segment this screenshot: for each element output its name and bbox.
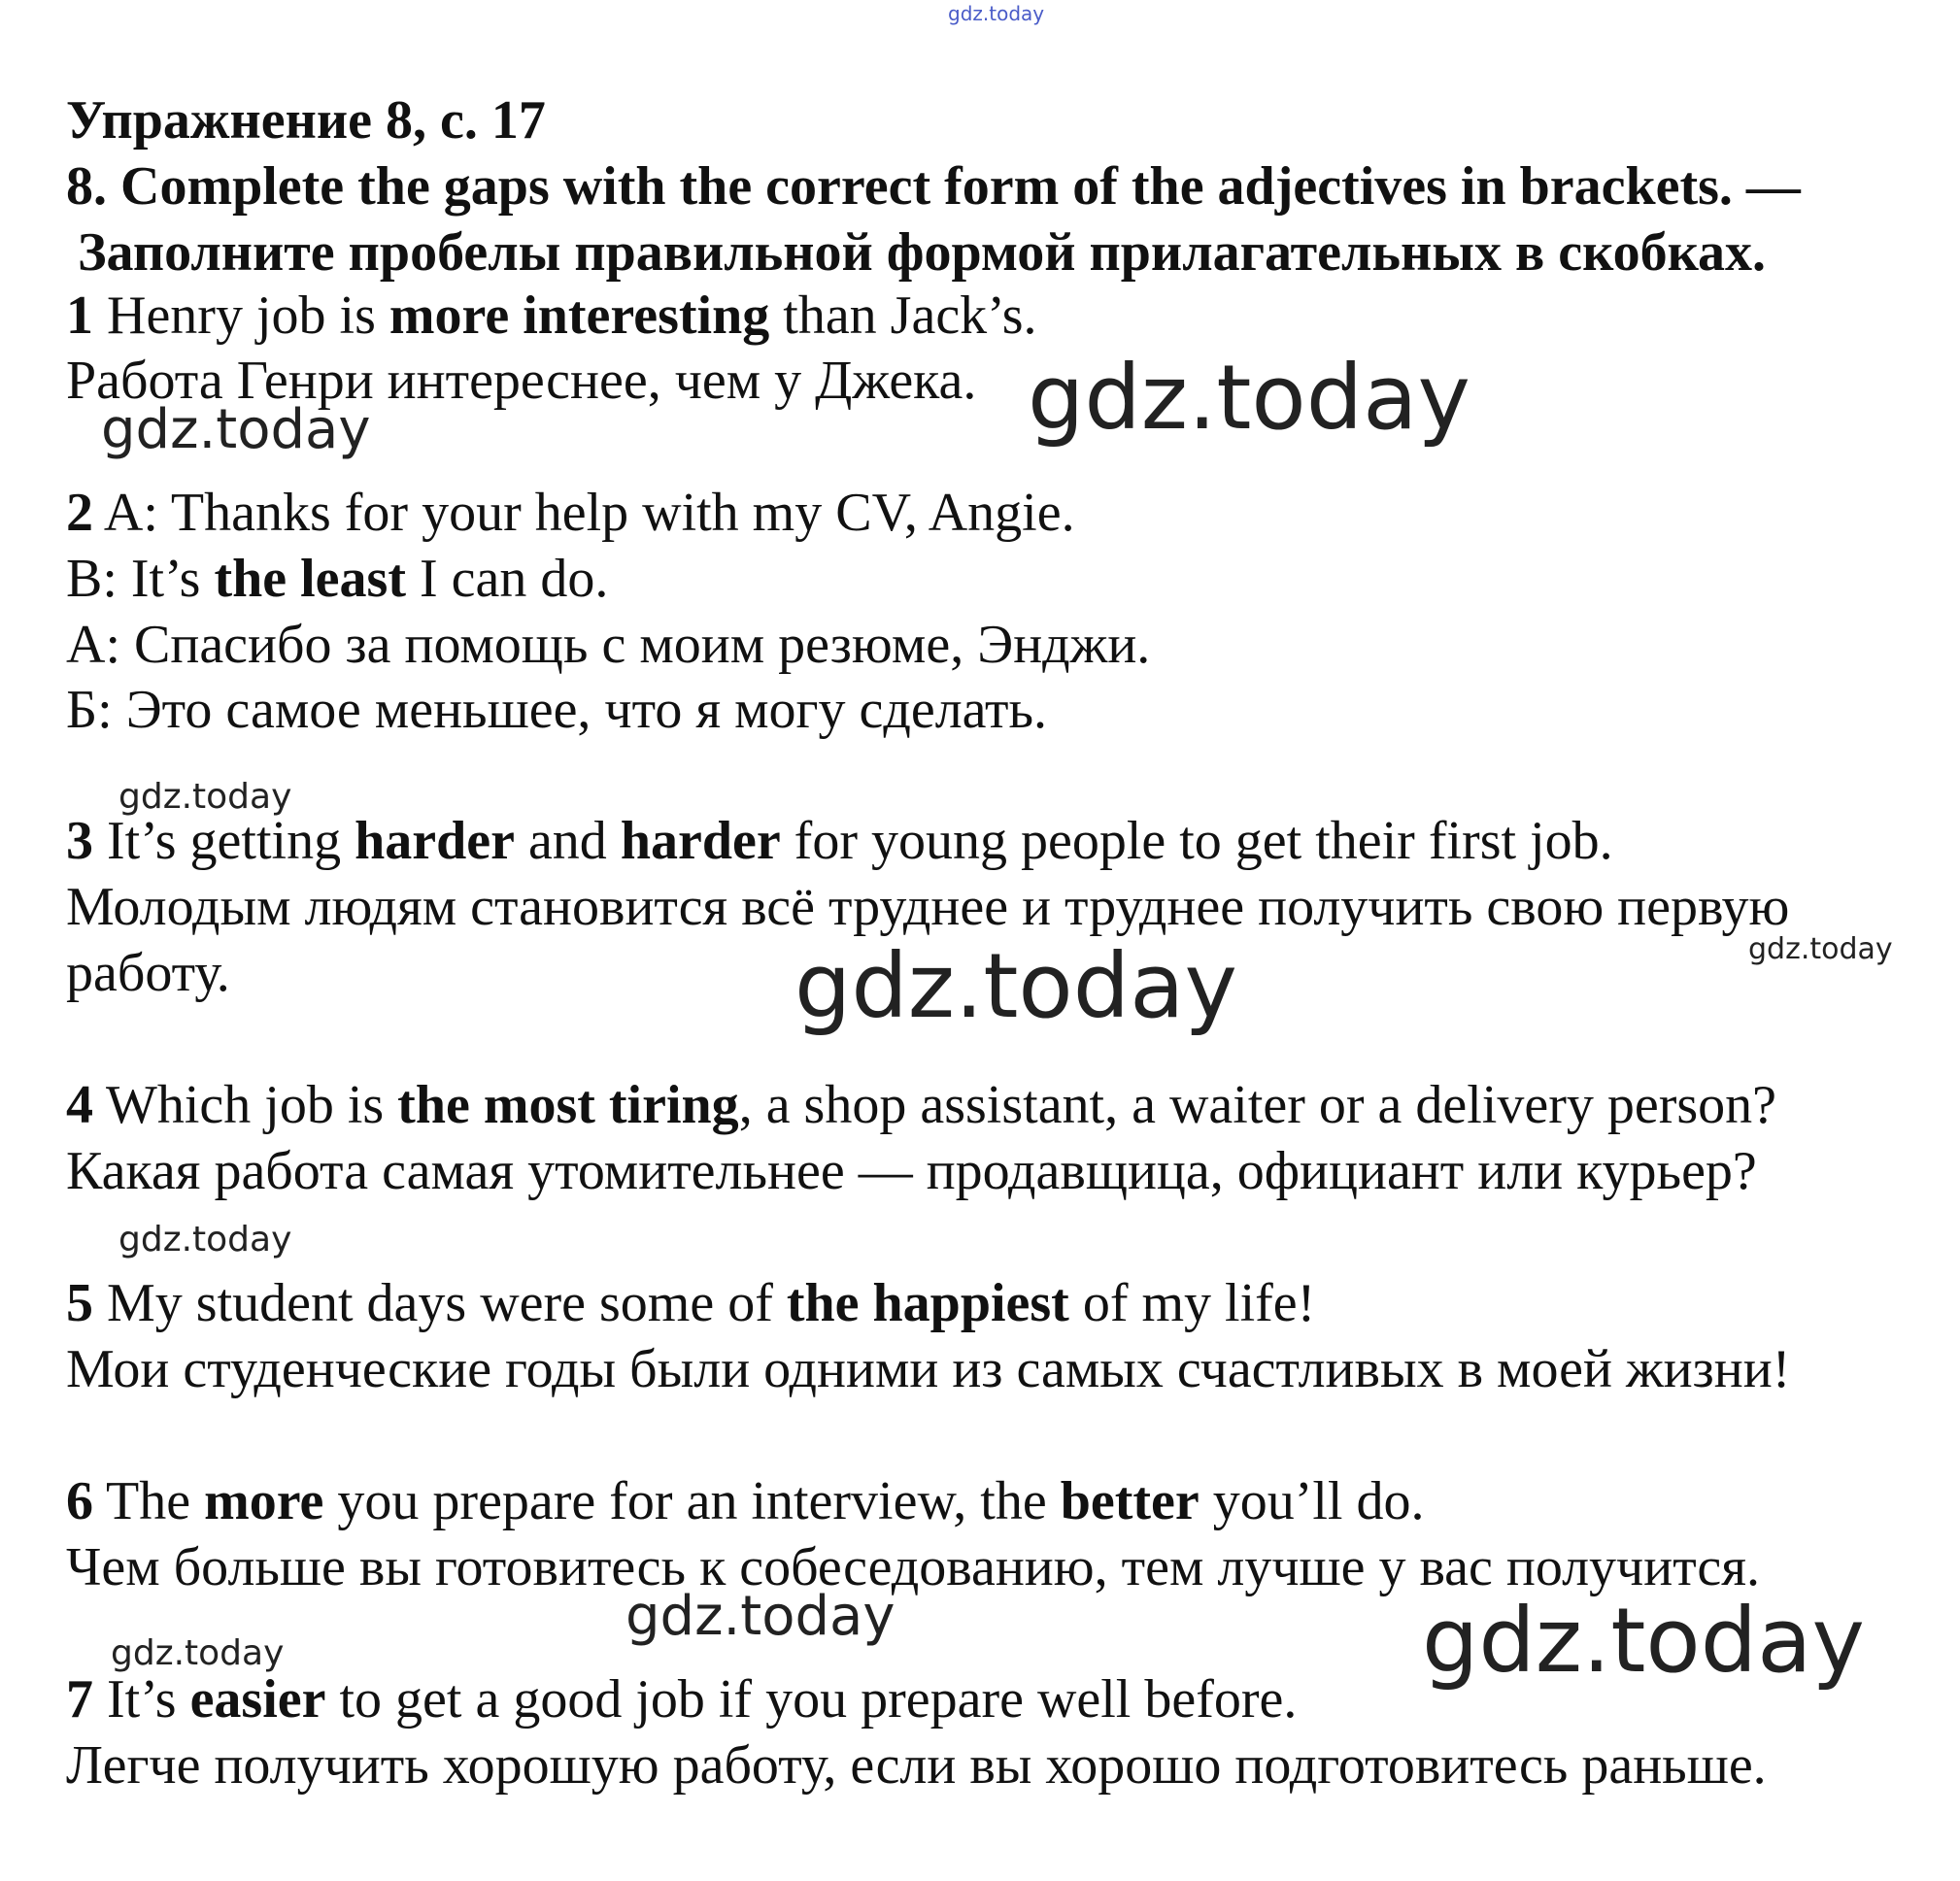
item-number: 7 bbox=[66, 1669, 93, 1730]
item-5-english: 5 My student days were some of the happiest of my life! bbox=[66, 1273, 1316, 1333]
answer: harder bbox=[620, 811, 781, 871]
watermark: gdz.today bbox=[101, 398, 371, 461]
watermark: gdz.today bbox=[1748, 932, 1893, 966]
item-1-russian: Работа Генри интереснее, чем у Джека. bbox=[66, 351, 977, 411]
item-number: 6 bbox=[66, 1471, 93, 1531]
item-7-english: 7 It’s easier to get a good job if you prepare well before. bbox=[66, 1669, 1298, 1730]
watermark: gdz.today bbox=[1028, 346, 1470, 450]
item-3-russian-line-1: Молодым людям становится всё труднее и труднее получить свою первую bbox=[66, 877, 1790, 937]
watermark-top: gdz.today bbox=[948, 2, 1045, 25]
item-5-russian: Мои студенческие годы были одними из самых счастливых в моей жизни! bbox=[66, 1339, 1791, 1399]
answer: more interesting bbox=[389, 286, 770, 346]
item-7-russian: Легче получить хорошую работу, если вы хорошо подготовитесь раньше. bbox=[66, 1735, 1767, 1796]
answer: the happiest bbox=[786, 1273, 1069, 1333]
answer: the most tiring bbox=[397, 1075, 739, 1135]
watermark: gdz.today bbox=[794, 934, 1237, 1038]
item-6-russian: Чем больше вы готовитесь к собеседованию, тем лучше у вас получится. bbox=[66, 1537, 1760, 1597]
item-number: 1 bbox=[66, 286, 93, 346]
watermark: gdz.today bbox=[111, 1633, 285, 1673]
item-6-english: 6 The more you prepare for an interview, the better you’ll do. bbox=[66, 1471, 1425, 1531]
answer: easier bbox=[189, 1669, 326, 1730]
item-number: 5 bbox=[66, 1273, 93, 1333]
item-2-english-b: B: It’s the least I can do. bbox=[66, 549, 609, 609]
answer: the least bbox=[214, 549, 406, 609]
item-number: 4 bbox=[66, 1075, 93, 1135]
answer: harder bbox=[355, 811, 515, 871]
item-3-russian-line-2: работу. bbox=[66, 943, 230, 1003]
item-2-russian-a: А: Спасибо за помощь с моим резюме, Энджи. bbox=[66, 615, 1151, 675]
answer: more bbox=[204, 1471, 324, 1531]
exercise-title: Упражнение 8, с. 17 bbox=[66, 90, 546, 151]
item-number: 3 bbox=[66, 811, 93, 871]
instruction-russian: Заполните пробелы правильной формой прилагательных в скобках. bbox=[78, 222, 1767, 283]
watermark: gdz.today bbox=[118, 777, 292, 817]
item-2-english-a: 2 A: Thanks for your help with my CV, Angie. bbox=[66, 483, 1075, 543]
item-2-russian-b: Б: Это самое меньшее, что я могу сделать. bbox=[66, 680, 1048, 740]
instruction-english: 8. Complete the gaps with the correct form of the adjectives in brackets. — bbox=[66, 156, 1801, 217]
watermark: gdz.today bbox=[625, 1585, 896, 1648]
answer: better bbox=[1060, 1471, 1200, 1531]
item-4-russian: Какая работа самая утомительнее — продавщица, официант или курьер? bbox=[66, 1141, 1757, 1201]
item-1-english: 1 Henry job is more interesting than Jack’s. bbox=[66, 286, 1037, 346]
item-4-english: 4 Which job is the most tiring, a shop assistant, a waiter or a delivery person? bbox=[66, 1075, 1777, 1135]
watermark: gdz.today bbox=[1422, 1589, 1865, 1693]
watermark: gdz.today bbox=[118, 1220, 292, 1260]
item-3-english: 3 It’s getting harder and harder for young people to get their first job. bbox=[66, 811, 1613, 871]
item-number: 2 bbox=[66, 483, 93, 543]
